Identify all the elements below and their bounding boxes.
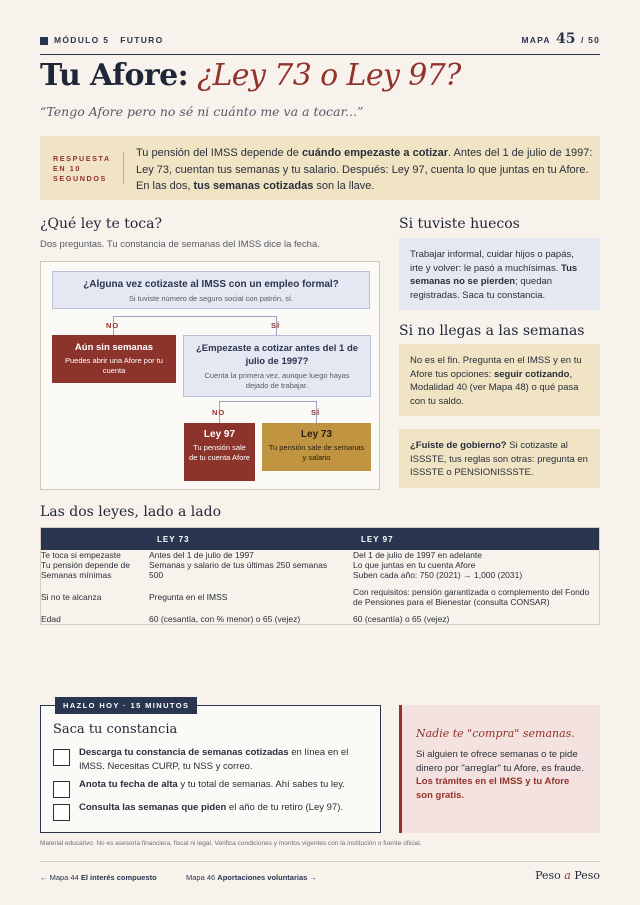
question-before-1997-title: ¿Empezaste a cotizar antes del 1 de julio de 1997? (195, 343, 359, 367)
task-item (53, 801, 371, 815)
table-row (41, 614, 599, 624)
next-map-link[interactable]: Mapa 46 Aportaciones voluntarias → (186, 873, 317, 882)
module-label: MÓDULO 5 FUTURO (54, 35, 164, 45)
branch-no-label: NO (212, 408, 226, 417)
row-label: Edad (41, 614, 61, 624)
connector-line (113, 316, 277, 317)
table-row (41, 580, 599, 614)
page-quote: “Tengo Afore pero no sé ni cuánto me va a tocar...” (40, 104, 364, 119)
result-ley-73 (262, 423, 371, 471)
gaps-heading: Si tuviste huecos (399, 216, 520, 232)
action-tag: HAZLO HOY · 15 MINUTOS (55, 697, 197, 714)
task-item (53, 778, 371, 792)
action-heading: Saca tu constancia (53, 722, 178, 737)
table-header-row (41, 528, 599, 550)
table-cell: 60 (cesantía) o 65 (vejez) (353, 614, 450, 624)
result-ley-73-title: Ley 73 (300, 429, 333, 440)
question-before-1997-hint: Cuenta la primera vez, aunque luego hayas dejado de trabajar. (204, 371, 350, 390)
decision-flowchart (40, 261, 380, 490)
quick-answer-box (40, 136, 600, 200)
comparison-heading: Las dos leyes, lado a lado (40, 504, 222, 520)
column-header (41, 528, 149, 550)
result-no-weeks-title: Aún sin semanas (74, 342, 154, 353)
branch-yes-label: SÍ (311, 408, 321, 417)
map-counter: MAPA 45 / 50 (521, 31, 600, 47)
table-cell: Antes del 1 de julio de 1997 (149, 550, 254, 560)
table-cell: Semanas y salario de tus últimas 250 semanas (149, 560, 328, 570)
table-cell: 60 (cesantía, con % menor) o 65 (vejez) (149, 614, 301, 624)
task-checkbox[interactable] (53, 804, 70, 821)
result-no-weeks (52, 335, 176, 383)
question-formal-job-hint: Si tuviste número de seguro social con patrón, sí. (128, 294, 294, 303)
not-enough-heading: Si no llegas a las semanas (399, 323, 585, 339)
question-formal-job (52, 271, 370, 309)
quick-answer-text: Tu pensión del IMSS depende de cuándo empezaste a cotizar. Antes del 1 de julio de 1997: Ley 73, cuentan tus semanas y tu salario. Después: Ley 97, cuenta lo que juntas en tu Afore. En las dos, tus semanas cotizadas son la llave. (136, 147, 593, 192)
table-cell: Pregunta en el IMSS (149, 592, 228, 602)
header-divider (40, 54, 600, 55)
row-label: Si no te alcanza (41, 592, 102, 602)
table-cell: Lo que juntas en tu cuenta Afore (353, 560, 476, 570)
disclaimer: Material educativo. No es asesoría financiera, fiscal ni legal. Verifica condiciones y montos vigentes con la institución o fuente oficial. (40, 840, 422, 847)
result-ley-97-title: Ley 97 (203, 429, 236, 440)
quick-answer-label: RESPUESTA EN 10 SEGUNDOS (53, 154, 111, 183)
fraud-warning-title: Nadie te "compra" semanas. (416, 727, 575, 740)
which-law-subtitle: Dos preguntas. Tu constancia de semanas del IMSS dice la fecha. (40, 239, 320, 250)
row-label: Semanas mínimas (41, 570, 112, 580)
fraud-warning-box (399, 705, 600, 833)
branch-yes-label: SÍ (271, 321, 281, 330)
comparison-table (40, 527, 600, 625)
footer-divider (40, 861, 600, 862)
prev-map-link[interactable]: ← Mapa 44 El interés compuesto (40, 873, 157, 882)
branch-no-label: NO (106, 321, 120, 330)
table-row (41, 550, 599, 560)
task-checkbox[interactable] (53, 749, 70, 766)
result-ley-97-text: Tu pensión sale de tu cuenta Afore (189, 443, 250, 462)
table-cell: 500 (149, 570, 164, 580)
action-box (40, 701, 381, 833)
table-row (41, 570, 599, 580)
brand-logo: Peso a Peso (535, 869, 600, 882)
not-enough-card: No es el fin. Pregunta en el IMSS y en tu Afore tus opciones: seguir cotizando, Modalidad 40 (ver Mapa 48) o qué pasa con tu saldo. (399, 344, 600, 416)
connector-line (219, 401, 317, 402)
column-header-ley-97: LEY 97 (353, 528, 599, 550)
module-square-icon (40, 37, 48, 45)
row-label: Tu pensión depende de (41, 560, 131, 570)
top-bar (40, 31, 600, 48)
row-label: Te toca si empezaste (41, 550, 121, 560)
result-ley-73-text: Tu pensión sale de semanas y salario (268, 443, 365, 462)
question-formal-job-title: ¿Alguna vez cotizaste al IMSS con un empleo formal? (83, 279, 339, 290)
quick-answer-divider (123, 152, 124, 184)
task-item (53, 746, 371, 774)
task-checkbox[interactable] (53, 781, 70, 798)
gaps-card: Trabajar informal, cuidar hijos o papás, irte y volver: le pasó a muchísimas. Tus semanas no se pierden; quedan registradas. Saca tu constancia. (399, 238, 600, 310)
task-text: Anota tu fecha de alta y tu total de semanas. Ahí sabes tu ley. (79, 779, 345, 790)
page-title (40, 58, 461, 93)
task-text: Consulta las semanas que piden el año de tu retiro (Ley 97). (79, 802, 344, 813)
which-law-heading: ¿Qué ley te toca? (40, 216, 162, 232)
result-no-weeks-text: Puedes abrir una Afore por tu cuenta (65, 356, 163, 375)
title-accent: ¿Ley 73 o Ley 97? (197, 58, 461, 93)
column-header-ley-73: LEY 73 (149, 528, 353, 550)
result-ley-97 (184, 423, 255, 481)
title-main: Tu Afore: (40, 58, 189, 93)
table-cell: Con requisitos: pensión garantizada o complemento del Fondo de Pensiones para el Bienestar (consulta CONSAR) (353, 587, 590, 607)
question-before-1997 (183, 335, 371, 397)
task-text: Descarga tu constancia de semanas cotizadas en línea en el IMSS. Necesitas CURP, tu NSS y correo. (79, 747, 349, 772)
table-cell: Suben cada año: 750 (2021) → 1,000 (2031) (353, 570, 523, 580)
fraud-warning-text: Si alguien te ofrece semanas o te pide dinero por "arreglar" tu Afore, es fraude. Los trámites en el IMSS y tu Afore son gratis. (416, 749, 584, 801)
table-cell: Del 1 de julio de 1997 en adelante (353, 550, 483, 560)
table-row (41, 560, 599, 570)
government-card: ¿Fuiste de gobierno? Si cotizaste al ISSSTE, tus reglas son otras: pregunta en ISSSTE o PENSIONISSSTE. (399, 429, 600, 488)
